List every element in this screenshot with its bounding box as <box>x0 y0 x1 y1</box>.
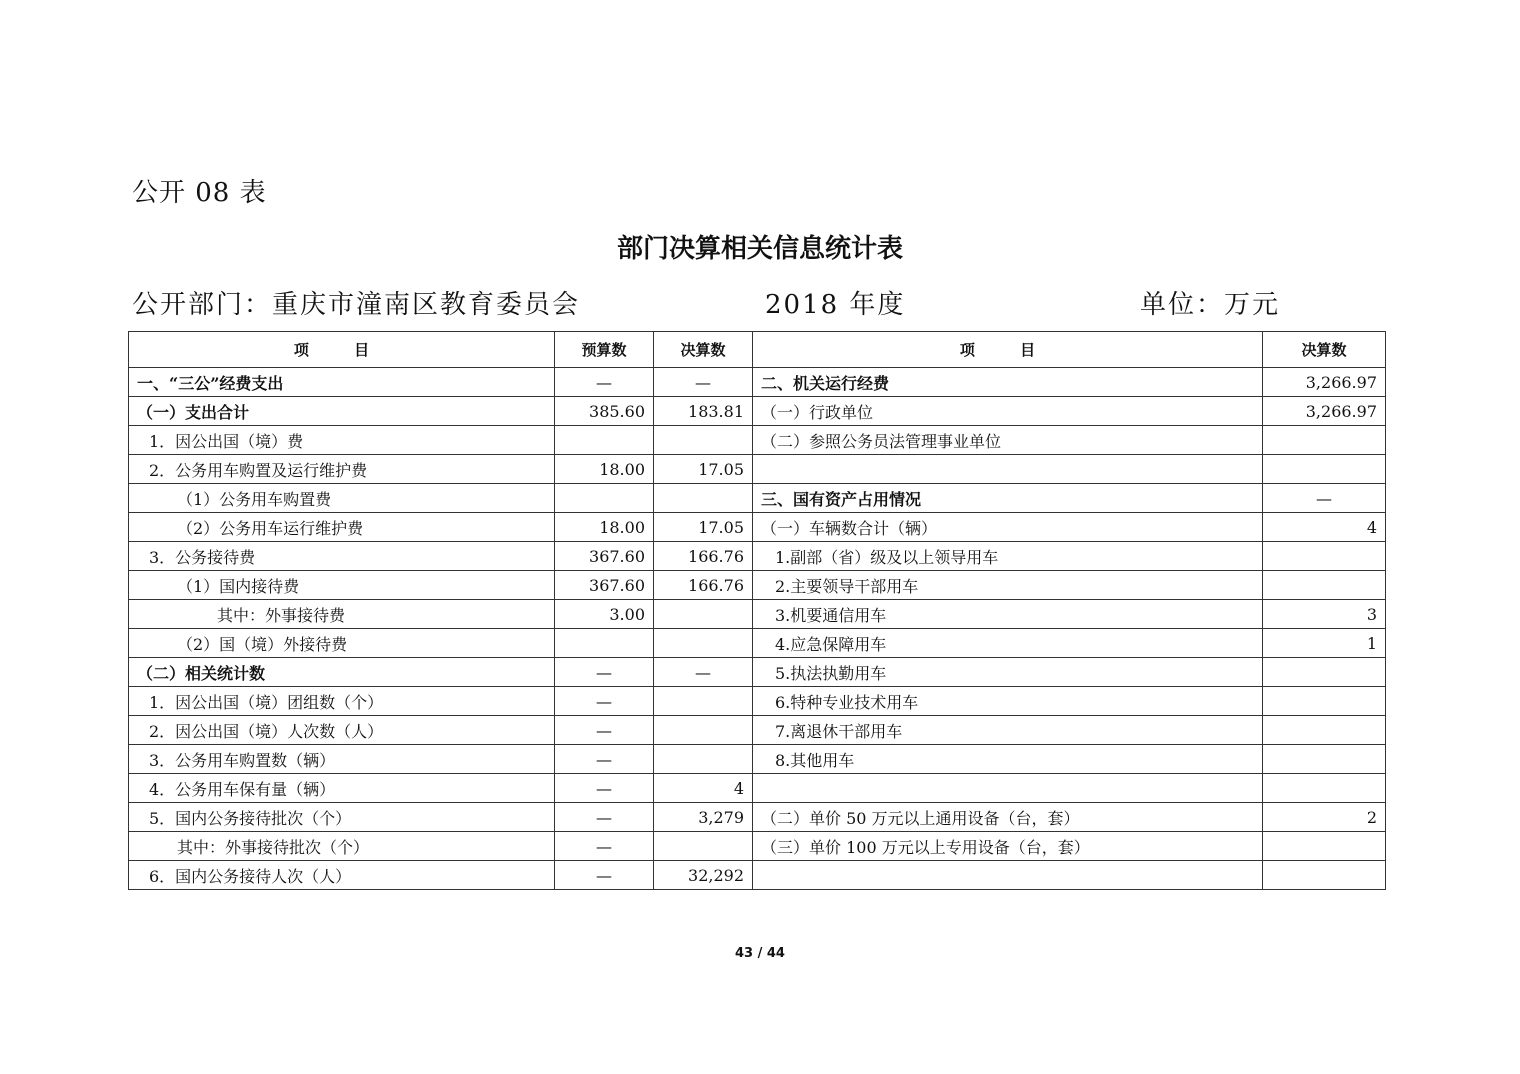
header-right-item: 项 目 <box>753 332 1263 368</box>
row-right-final <box>1263 745 1386 774</box>
row-right-item: 8.其他用车 <box>753 745 1263 774</box>
row-final: 3,279 <box>654 803 753 832</box>
table-row <box>129 629 1386 658</box>
row-right-final <box>1263 716 1386 745</box>
table-row <box>129 774 1386 803</box>
row-left-item: 3．公务接待费 <box>129 542 555 571</box>
table-row <box>129 658 1386 687</box>
row-right-item: 6.特种专业技术用车 <box>753 687 1263 716</box>
row-right-final <box>1263 861 1386 890</box>
row-right-final: 4 <box>1263 513 1386 542</box>
table-row <box>129 745 1386 774</box>
row-budget <box>555 426 654 455</box>
row-budget: — <box>555 368 654 397</box>
row-final: 17.05 <box>654 455 753 484</box>
row-budget: — <box>555 687 654 716</box>
row-final: 166.76 <box>654 542 753 571</box>
table-row <box>129 484 1386 513</box>
statistics-table <box>128 331 1386 890</box>
row-right-item: （一）车辆数合计（辆） <box>753 513 1263 542</box>
row-final <box>654 716 753 745</box>
row-right-final: 2 <box>1263 803 1386 832</box>
row-right-final: 3 <box>1263 600 1386 629</box>
table-row <box>129 861 1386 890</box>
row-right-final <box>1263 658 1386 687</box>
row-left-item: （2）国（境）外接待费 <box>129 629 555 658</box>
table-row <box>129 600 1386 629</box>
row-right-final: 3,266.97 <box>1263 397 1386 426</box>
row-budget: — <box>555 803 654 832</box>
header-final: 决算数 <box>654 332 753 368</box>
header-right-final: 决算数 <box>1263 332 1386 368</box>
row-left-item: （1）国内接待费 <box>129 571 555 600</box>
row-right-final <box>1263 571 1386 600</box>
row-right-final <box>1263 426 1386 455</box>
row-left-item: 1．因公出国（境）团组数（个） <box>129 687 555 716</box>
department-label: 公开部门：重庆市潼南区教育委员会 <box>132 290 581 320</box>
row-final <box>654 832 753 861</box>
table-row <box>129 687 1386 716</box>
row-final <box>654 745 753 774</box>
row-right-item <box>753 455 1263 484</box>
row-budget: 18.00 <box>555 455 654 484</box>
row-right-final: 3,266.97 <box>1263 368 1386 397</box>
row-left-item: 5．国内公务接待批次（个） <box>129 803 555 832</box>
table-row <box>129 803 1386 832</box>
row-final <box>654 484 753 513</box>
header-left-item: 项 目 <box>129 332 555 368</box>
row-left-item: 2．公务用车购置及运行维护费 <box>129 455 555 484</box>
row-left-item: 1．因公出国（境）费 <box>129 426 555 455</box>
row-right-item: 2.主要领导干部用车 <box>753 571 1263 600</box>
row-left-item: 2．因公出国（境）人次数（人） <box>129 716 555 745</box>
row-right-final <box>1263 455 1386 484</box>
row-right-final <box>1263 687 1386 716</box>
table-row <box>129 455 1386 484</box>
row-final <box>654 600 753 629</box>
row-right-item: 3.机要通信用车 <box>753 600 1263 629</box>
page-title: 部门决算相关信息统计表 <box>616 234 903 264</box>
row-final <box>654 629 753 658</box>
row-budget: 385.60 <box>555 397 654 426</box>
row-left-item: （二）相关统计数 <box>129 658 555 687</box>
row-budget: — <box>555 658 654 687</box>
row-left-item: 一、“三公”经费支出 <box>129 368 555 397</box>
row-right-final: 1 <box>1263 629 1386 658</box>
row-right-final: — <box>1263 484 1386 513</box>
row-right-item: 5.执法执勤用车 <box>753 658 1263 687</box>
row-budget: — <box>555 745 654 774</box>
unit-label: 单位：万元 <box>1140 290 1281 320</box>
table-row <box>129 397 1386 426</box>
page-number: 43 / 44 <box>735 946 785 961</box>
row-final <box>654 426 753 455</box>
row-left-item: 6．国内公务接待人次（人） <box>129 861 555 890</box>
row-final <box>654 687 753 716</box>
row-budget: 367.60 <box>555 542 654 571</box>
row-final: 166.76 <box>654 571 753 600</box>
table-row <box>129 832 1386 861</box>
row-right-item: （三）单价 100 万元以上专用设备（台，套） <box>753 832 1263 861</box>
row-left-item: （一）支出合计 <box>129 397 555 426</box>
row-final: 183.81 <box>654 397 753 426</box>
row-final: 32,292 <box>654 861 753 890</box>
row-budget: — <box>555 832 654 861</box>
row-right-item: 7.离退休干部用车 <box>753 716 1263 745</box>
row-right-item <box>753 774 1263 803</box>
table-row <box>129 426 1386 455</box>
row-budget <box>555 629 654 658</box>
row-left-item: 其中：外事接待费 <box>129 600 555 629</box>
header-budget: 预算数 <box>555 332 654 368</box>
row-budget: 367.60 <box>555 571 654 600</box>
row-right-final <box>1263 832 1386 861</box>
row-budget: — <box>555 716 654 745</box>
row-right-item: 4.应急保障用车 <box>753 629 1263 658</box>
row-left-item: （2）公务用车运行维护费 <box>129 513 555 542</box>
row-budget: — <box>555 774 654 803</box>
row-right-item: （二）单价 50 万元以上通用设备（台，套） <box>753 803 1263 832</box>
row-final: 4 <box>654 774 753 803</box>
row-budget: — <box>555 861 654 890</box>
table-header-row <box>129 332 1386 368</box>
table-row <box>129 571 1386 600</box>
row-budget <box>555 484 654 513</box>
document-id: 公开 08 表 <box>132 178 267 208</box>
row-right-item: （二）参照公务员法管理事业单位 <box>753 426 1263 455</box>
table-row <box>129 716 1386 745</box>
row-left-item: 其中：外事接待批次（个） <box>129 832 555 861</box>
row-final: — <box>654 368 753 397</box>
row-right-item: 二、机关运行经费 <box>753 368 1263 397</box>
row-final: 17.05 <box>654 513 753 542</box>
table-row <box>129 368 1386 397</box>
row-budget: 18.00 <box>555 513 654 542</box>
fiscal-year: 2018 年度 <box>765 290 906 320</box>
row-right-item: 三、国有资产占用情况 <box>753 484 1263 513</box>
row-right-item <box>753 861 1263 890</box>
row-right-final <box>1263 542 1386 571</box>
table-row <box>129 542 1386 571</box>
row-budget: 3.00 <box>555 600 654 629</box>
row-left-item: 4．公务用车保有量（辆） <box>129 774 555 803</box>
row-left-item: 3．公务用车购置数（辆） <box>129 745 555 774</box>
row-right-final <box>1263 774 1386 803</box>
row-final: — <box>654 658 753 687</box>
row-right-item: （一）行政单位 <box>753 397 1263 426</box>
table-row <box>129 513 1386 542</box>
row-left-item: （1）公务用车购置费 <box>129 484 555 513</box>
row-right-item: 1.副部（省）级及以上领导用车 <box>753 542 1263 571</box>
